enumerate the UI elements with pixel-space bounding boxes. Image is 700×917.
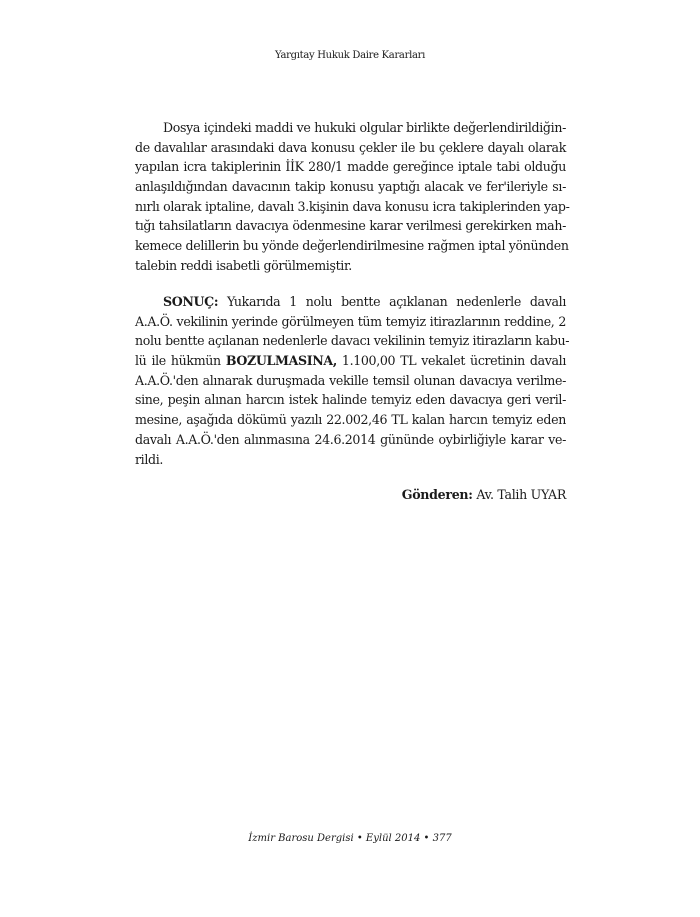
signature-name: Av. Talih UYAR xyxy=(476,487,566,502)
text-line xyxy=(135,292,566,312)
text-span: lü ile hükmün xyxy=(135,353,221,369)
page-footer: İzmir Barosu Dergisi • Eylül 2014 • 377 xyxy=(248,833,452,844)
text-line: nolu bentte açılanan nedenlerle davacı vekilinin temyiz itirazların kabu- xyxy=(135,333,570,349)
text-line xyxy=(135,351,566,371)
text-line: tığı tahsilatların davacıya ödenmesine karar verilmesi gerekirken mah- xyxy=(135,218,566,234)
signature-label: Gönderen: xyxy=(401,487,473,502)
text-span: 1.100,00 TL vekalet ücretinin davalı xyxy=(341,353,567,369)
text-line: A.A.Ö.'den alınarak duruşmada vekille temsil olunan davacıya verilme- xyxy=(135,372,566,388)
text-line: talebin reddi isabetli görülmemiştir. xyxy=(135,257,352,273)
conclusion-label: SONUÇ: xyxy=(163,294,219,309)
bold-term: BOZULMASINA, xyxy=(225,353,337,369)
text-line: de davalılar arasındaki dava konusu çekler ile bu çeklere dayalı olarak xyxy=(135,139,566,155)
text-span: Yukarıda 1 nolu bentte açıklanan nedenlerle davalı xyxy=(227,294,566,309)
text-line: rildi. xyxy=(135,451,164,467)
text-line: davalı A.A.Ö.'den alınmasına 24.6.2014 gününde oybirliğiyle karar ve- xyxy=(135,431,566,447)
text-line: anlaşıldığından davacının takip konusu yaptığı alacak ve fer'ileriyle sı- xyxy=(135,179,566,195)
signature xyxy=(402,487,566,502)
text-line: yapılan icra takiplerinin İİK 280/1 madde gereğince iptale tabi olduğu xyxy=(135,159,566,175)
text-line: mesine, aşağıda dökümü yazılı 22.002,46 TL kalan harcın temyiz eden xyxy=(135,412,566,428)
text-line: Dosya içindeki maddi ve hukuki olgular birlikte değerlendirildiğin- xyxy=(163,120,566,135)
text-line: nırlı olarak iptaline, davalı 3.kişinin dava konusu icra takiplerinden yap- xyxy=(135,198,570,214)
text-line: A.A.Ö. vekilinin yerinde görülmeyen tüm temyiz itirazlarının reddine, 2 xyxy=(135,313,566,329)
paragraph-conclusion xyxy=(135,292,570,469)
text-line: kemece delillerin bu yönde değerlendirilmesine rağmen iptal yönünden xyxy=(135,238,569,254)
running-header: Yargıtay Hukuk Daire Kararları xyxy=(274,50,426,61)
paragraph-1 xyxy=(135,118,570,276)
text-line: sine, peşin alınan harcın istek halinde temyiz eden davacıya geri veril- xyxy=(135,392,566,408)
